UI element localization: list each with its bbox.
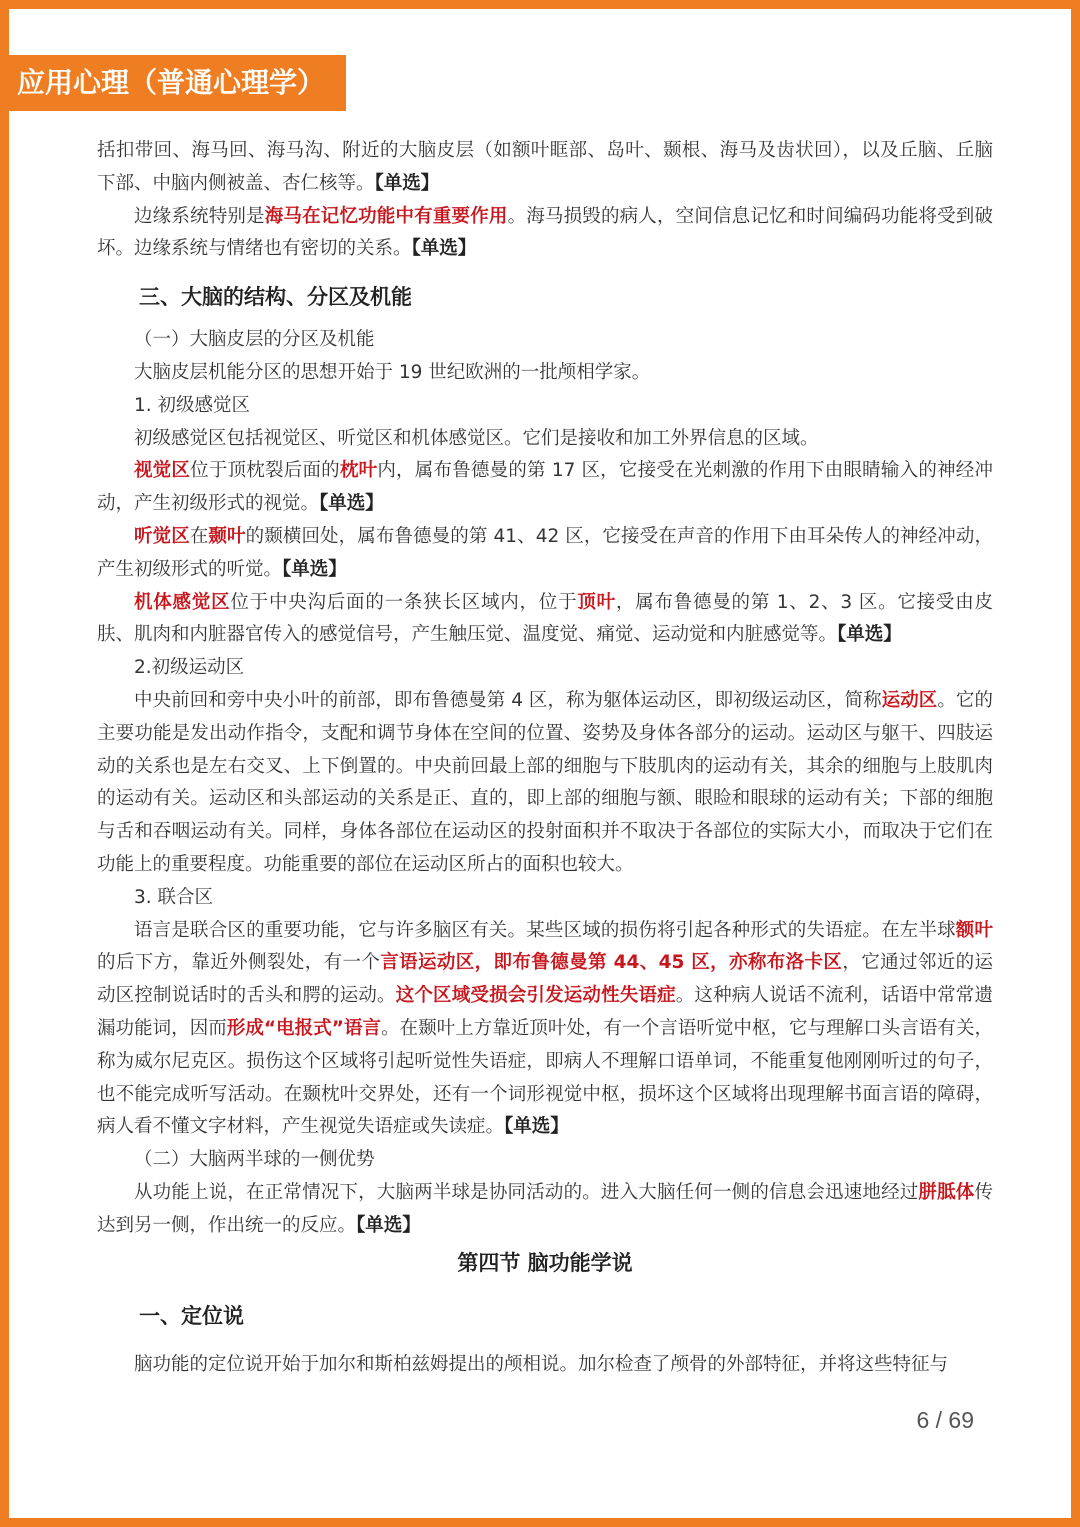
text: 。它的主要功能是发出动作指令，支配和调节身体在空间的位置、姿势及身体各部分的运动。运动区与躯干、四肢运动的关系也是左右交叉、上下倒置的。中央前回最上部的细胞与下肢肌肉的运动有关，其余的细胞与上肢肌肉的运动有关。运动区和头部运动的关系是正、直的，即上部的细胞与额、眼睑和眼球的运动有关；下部的细胞与舌和吞咽运动有关。同样，身体各部位在运动区的投射面积并不取决于各部位的实际大小，而取决于它们在功能上的重要程度。功能重要的部位在运动区所占的面积也较大。 [97,689,993,875]
paragraph: 大脑皮层机能分区的思想开始于 19 世纪欧洲的一批颅相学家。 [134,361,651,383]
highlight-text: 听觉区 [134,525,190,547]
subsection-heading: （一）大脑皮层的分区及机能 [134,329,375,351]
question-type-tag: 【单选】 [319,493,384,515]
text: ，它通过邻近的运动区控制说话时的舌头和腭的运动。 [97,952,993,1007]
paragraph [97,685,993,882]
text: 传达到另一侧，作出统一的反应。 [97,1181,993,1236]
paragraph [97,455,993,521]
paragraph [97,587,993,653]
text: 位于顶枕裂后面的 [190,460,340,482]
paragraph [97,135,993,201]
text: 的后下方，靠近外侧裂处，有一个 [97,952,381,974]
text: 的颞横回处，属布鲁德曼的第 41、42 区，它接受在声音的作用下由耳朵传人的神经冲动，产生初级形式的听觉。 [97,525,993,580]
text: 中央前回和旁中央小叶的前部，即布鲁德曼第 4 区，称为躯体运动区，即初级运动区，简称 [134,689,882,711]
paragraph: 脑功能的定位说开始于加尔和斯柏兹姆提出的颅相说。加尔检查了颅骨的外部特征，并将这些特征与 [134,1353,949,1375]
question-type-tag: 【单选】 [356,1214,421,1236]
highlight-text: 这个区域受损会引发运动性失语症 [395,985,676,1007]
question-type-tag: 【单选】 [282,558,347,580]
highlight-text: 机体感觉区 [134,591,231,613]
text: 括扣带回、海马回、海马沟、附近的大脑皮层（如额叶眶部、岛叶、颞根、海马及齿状回），以及丘脑、丘脑下部、中脑内侧被盖、杏仁核等。 [97,140,993,194]
document-body [97,135,993,1381]
highlight-text: 视觉区 [134,460,191,482]
text: 语言是联合区的重要功能，它与许多脑区有关。某些区域的损伤将引起各种形式的失语症。在左半球 [134,919,956,941]
text: 在 [189,525,209,547]
highlight-text: 海马在记忆功能中有重要作用 [264,205,508,227]
paragraph [97,1177,993,1243]
chapter-section-heading: 第四节 脑功能学说 [457,1250,633,1275]
header-title: 应用心理（普通心理学） [9,55,346,111]
highlight-text: 顶叶 [577,591,616,613]
paragraph [97,915,993,1145]
question-type-tag: 【单选】 [504,1116,569,1138]
text: 内，属布鲁德曼的第 17 区，它接受在光刺激的作用下由眼睛输入的神经冲动，产生初级形式的视觉。 [97,460,993,515]
text: 。在颞叶上方靠近顶叶处，有一个言语听觉中枢，它与理解口头言语有关，称为威尔尼克区。损伤这个区域将引起听觉性失语症，即病人不理解口语单词，不能重复他刚刚听过的句子，也不能完成听写活动。在颞枕叶交界处，还有一个词形视觉中枢，损坏这个区域将出现理解书面言语的障碍，病人看不懂文字材料，产生视觉失语症或失读症。 [97,1017,993,1138]
highlight-text: 运动区 [881,689,938,711]
item-heading: 2.初级运动区 [134,657,245,679]
highlight-text: 颞叶 [208,525,246,547]
question-type-tag: 【单选】 [374,172,440,194]
text: 位于中央沟后面的一条狭长区域内，位于 [230,591,578,613]
paragraph: 初级感觉区包括视觉区、听觉区和机体感觉区。它们是接收和加工外界信息的区域。 [134,427,819,449]
highlight-text: 形成“电报式”语言 [226,1017,382,1039]
paragraph [97,201,993,267]
page-number: 6 / 69 [916,1407,974,1433]
text: 。这种病人说话不流利，话语中常常遗漏功能词，因而 [97,985,993,1039]
paragraph [97,521,993,587]
item-heading: 3. 联合区 [134,886,214,908]
highlight-text: 枕叶 [339,460,378,482]
subsection-heading: （二）大脑两半球的一侧优势 [134,1149,375,1171]
section-heading: 一、定位说 [139,1303,244,1328]
item-heading: 1. 初级感觉区 [134,394,251,416]
question-type-tag: 【单选】 [837,624,902,646]
highlight-text: 言语运动区，即布鲁德曼第 44、45 区，亦称布洛卡区 [380,952,843,974]
text: 边缘系统特别是 [134,205,265,227]
highlight-text: 胼胝体 [918,1181,975,1203]
section-heading: 三、大脑的结构、分区及机能 [139,285,412,310]
text: 从功能上说，在正常情况下，大脑两半球是协同活动的。进入大脑任何一侧的信息会迅速地经过 [134,1181,919,1203]
text: 。海马损毁的病人，空间信息记忆和时间编码功能将受到破坏。边缘系统与情绪也有密切的关系。 [97,205,993,260]
highlight-text: 额叶 [955,919,993,941]
question-type-tag: 【单选】 [411,238,477,260]
text: ，属布鲁德曼的第 1、2、3 区。它接受由皮肤、肌肉和内脏器官传入的感觉信号，产生触压觉、温度觉、痛觉、运动觉和内脏感觉等。 [97,591,993,646]
